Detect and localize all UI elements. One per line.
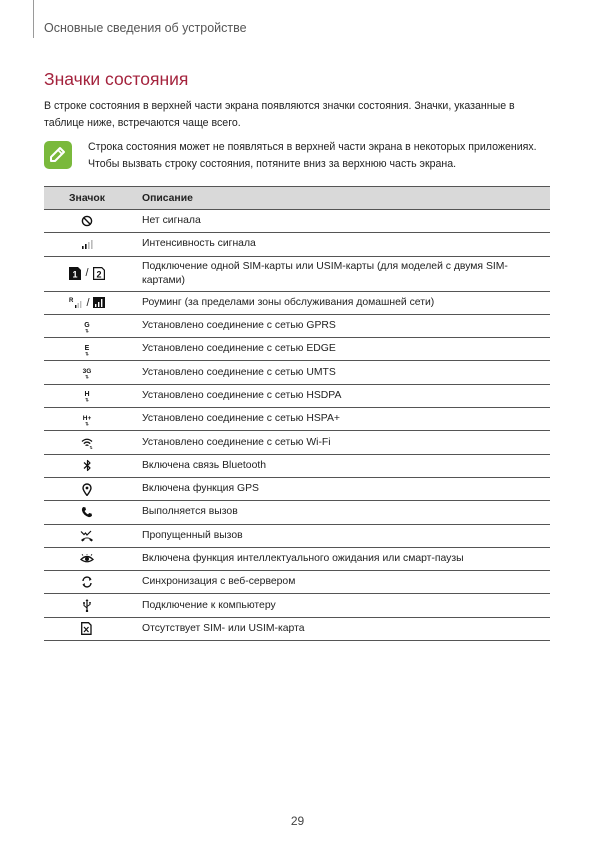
svg-text:⇅: ⇅ xyxy=(89,444,93,449)
row-description: Включена связь Bluetooth xyxy=(130,454,550,477)
roaming-icon: R / xyxy=(69,297,106,309)
row-description: Синхронизация с веб-сервером xyxy=(130,571,550,594)
intro-paragraph: В строке состояния в верхней части экрана появляются значки состояния. Значки, указанные в таблице ниже, встречаются чаще всего. xyxy=(44,100,515,129)
note-text: Строка состояния может не появляться в верхней части экрана в некоторых приложениях. Чтобы вызвать строку состояния, потяните вниз за верхнюю часть экрана. xyxy=(88,141,537,170)
table-row xyxy=(44,617,550,640)
call-icon xyxy=(81,506,93,518)
table-row xyxy=(44,314,550,337)
table-row xyxy=(44,210,550,233)
no-sim-icon xyxy=(81,622,93,635)
status-icons-table xyxy=(44,186,550,641)
gprs-icon xyxy=(82,320,92,333)
table-row xyxy=(44,571,550,594)
hspa-plus-icon xyxy=(81,413,93,426)
table-row xyxy=(44,256,550,291)
table-row xyxy=(44,594,550,617)
signal-strength-icon xyxy=(81,239,93,249)
table-row xyxy=(44,338,550,361)
svg-text:E: E xyxy=(84,344,90,352)
page-number: 29 xyxy=(290,814,305,828)
row-description: Выполняется вызов xyxy=(130,501,550,524)
row-description: Нет сигнала xyxy=(130,210,550,233)
svg-text:1: 1 xyxy=(72,269,78,280)
table-row xyxy=(44,361,550,384)
row-description: Установлено соединение с сетью Wi-Fi xyxy=(130,431,550,454)
svg-text:R: R xyxy=(68,298,73,305)
svg-text:⇅: ⇅ xyxy=(84,328,90,333)
note-pencil-icon xyxy=(44,141,72,169)
table-row xyxy=(44,408,550,431)
svg-text:H: H xyxy=(84,391,90,399)
row-description: Включена функция GPS xyxy=(130,477,550,500)
table-row xyxy=(44,384,550,407)
row-description: Установлено соединение с сетью GPRS xyxy=(130,314,550,337)
note-box xyxy=(44,139,554,179)
hsdpa-icon xyxy=(82,389,92,402)
row-description: Отсутствует SIM- или USIM-карта xyxy=(130,617,550,640)
table-row xyxy=(44,547,550,570)
column-header-description: Описание xyxy=(130,187,550,210)
row-description: Интенсивность сигнала xyxy=(130,233,550,256)
table-row xyxy=(44,501,550,524)
umts-icon xyxy=(81,366,93,379)
gps-icon xyxy=(82,483,92,496)
table-row xyxy=(44,291,550,314)
svg-text:2: 2 xyxy=(96,269,102,280)
section-title: Значки состояния xyxy=(44,69,189,89)
table-row xyxy=(44,431,550,454)
sim-1-sim-2-icon: 1 / 2 xyxy=(69,267,106,280)
edge-icon xyxy=(82,343,92,356)
usb-icon xyxy=(82,599,92,612)
svg-text:G: G xyxy=(84,321,90,329)
row-description: Пропущенный вызов xyxy=(130,524,550,547)
row-description: Подключение к компьютеру xyxy=(130,594,550,617)
row-description: Установлено соединение с сетью UMTS xyxy=(130,361,550,384)
header-rule xyxy=(33,0,34,38)
svg-text:3G: 3G xyxy=(82,368,92,376)
svg-text:⇅: ⇅ xyxy=(84,374,90,380)
svg-text:⇅: ⇅ xyxy=(84,351,90,356)
table-header-row xyxy=(44,187,550,210)
row-description: Роуминг (за пределами зоны обслуживания домашней сети) xyxy=(130,291,550,314)
table-row xyxy=(44,233,550,256)
wifi-icon xyxy=(81,437,93,449)
bluetooth-icon xyxy=(83,459,92,472)
row-description: Установлено соединение с сетью HSPA+ xyxy=(130,408,550,431)
table-row xyxy=(44,477,550,500)
table-row xyxy=(44,454,550,477)
smart-stay-eye-icon xyxy=(80,554,94,564)
svg-text:⇅: ⇅ xyxy=(84,397,90,403)
row-description: Подключение одной SIM-карты или USIM-карты (для моделей с двумя SIM-картами) xyxy=(130,256,550,291)
missed-call-icon xyxy=(80,530,94,542)
column-header-icon: Значок xyxy=(44,187,130,210)
svg-text:H+: H+ xyxy=(82,414,92,422)
row-description: Установлено соединение с сетью HSDPA xyxy=(130,384,550,407)
sync-icon xyxy=(81,576,93,588)
table-row xyxy=(44,524,550,547)
row-description: Установлено соединение с сетью EDGE xyxy=(130,338,550,361)
svg-text:⇅: ⇅ xyxy=(84,421,90,426)
no-signal-icon xyxy=(81,215,93,227)
running-header: Основные сведения об устройстве xyxy=(44,21,247,35)
row-description: Включена функция интеллектуального ожидания или смарт-паузы xyxy=(130,547,550,570)
